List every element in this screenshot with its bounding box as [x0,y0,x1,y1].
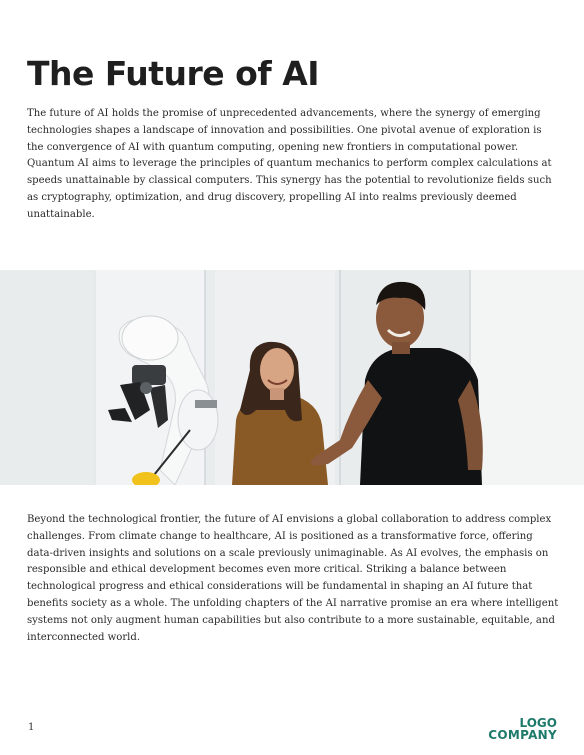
logo-text-bottom: COMPANY [488,728,557,742]
logo-text-top: LOGO [519,716,557,730]
page-title: The Future of AI [27,54,320,93]
company-logo [488,717,557,741]
intro-paragraph: The future of AI holds the promise of unprecedented advancements, where the synergy of emerging technologies shapes a landscape of innovation and possibilities. One pivotal avenue of exploration is the convergence of AI with quantum computing, opening new frontiers in computational power. Quantum AI aims to leverage the principles of quantum mechanics to perform complex calculations at speeds unattainable by classical computers. This synergy has the potential to revolutionize fields such as cryptography, optimization, and drug discovery, propelling AI into realms previously deemed unattainable. [27,108,552,220]
hero-photo [0,270,584,485]
closing-paragraph: Beyond the technological frontier, the future of AI envisions a global collaboration to address complex challenges. From climate change to healthcare, AI is positioned as a transformative force, offering data-driven insights and solutions on a scale previously unimaginable. As AI evolves, the emphasis on responsible and ethical development becomes even more critical. Striking a balance between technological progress and ethical considerations will be fundamental in shaping an AI future that benefits society as a whole. The unfolding chapters of the AI narrative promise an era where intelligent systems not only augment human capabilities but also contribute to a more sustainable, equitable, and interconnected world. [27,514,559,643]
page-number: 1 [28,722,35,733]
hero-illustration [0,270,584,485]
